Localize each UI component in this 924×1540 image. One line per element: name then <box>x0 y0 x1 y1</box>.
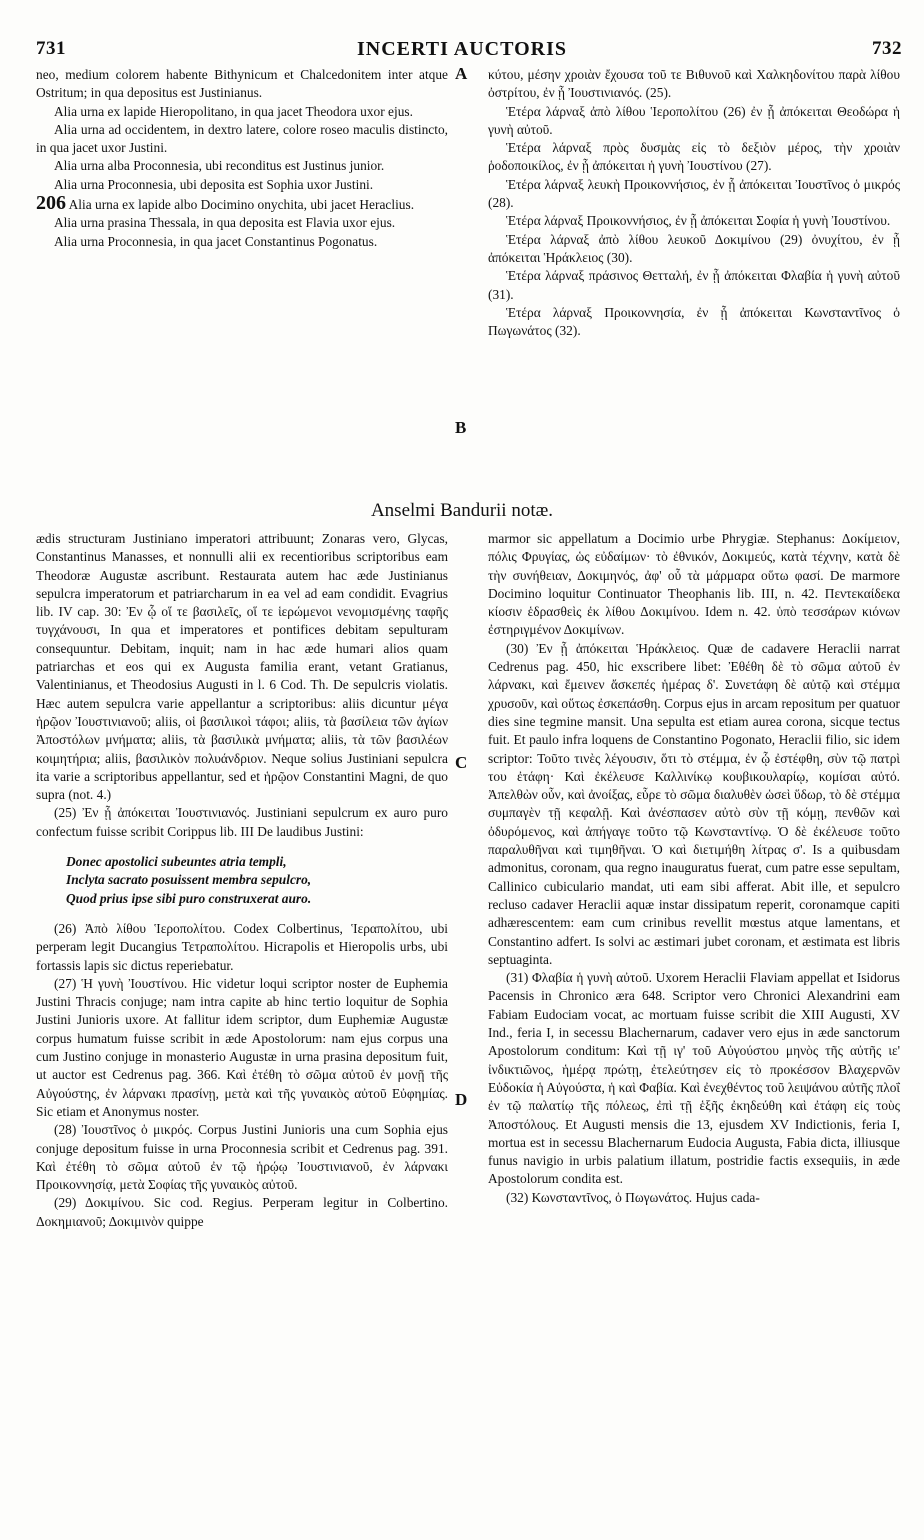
note-paragraph: (31) Φλαβία ἡ γυνὴ αὐτοῦ. Uxorem Heraclii Flaviam appellat et Isidorus Pacensis in Chronico æra 648. Scriptor vero Chronici Alexandrini eam Fabiam Eudociam vocat, ac mortuam fuisse scribit die XIII Augusti, XV Ind., feria I, in secessu Blachernarum, cadaver vero ejus in æde sanctorum Apostolorum conditum: Καὶ τῇ ιγ' τοῦ Αὐγούστου μηνὸς τῆς αὐτῆς ιε' ἰνδικτιῶνος, ἡμέρᾳ πρώτῃ, ἐτελεύτησεν εἰς τὸ προκέσσον Βλαχερνῶν Εὐδοκία ἡ Αὐγούστα, ἡ καὶ Φαβία. Καὶ ἐνεχθέντος τοῦ λειψάνου αὐτῆς πλοΐ ἐν τῷ παλατίῳ τῆς πόλεως, ἐπὶ τῇ ἑξῆς ἐκηδεύθη καὶ ἐτάφη εἰς τοὺς Ἀποστόλους. Et Augusti mensis die 13, ejusdem XV Indictionis, feria I, mortua est in secessu Blachernarum Eudocia Augusta, Fabia dicta, illiusque funus navigio in urbis palatium illatum, postridie factis exsequiis, in æde Apostolorum condita est. <box>488 970 900 1187</box>
greek-paragraph: Ἑτέρα λάρναξ πρὸς δυσμὰς εἰς τὸ δεξιὸν μέρος, τὴν χροιὰν ῥοδοποικίλος, ἐν ᾗ ἀπόκειται ἡ γυνὴ Ἰουστίνου (27). <box>488 140 900 174</box>
greek-paragraph: Ἑτέρα λάρναξ λευκὴ Προικοννήσιος, ἐν ᾗ ἀπόκειται Ἰουστῖνος ὁ μικρός (28). <box>488 176 900 211</box>
latin-paragraph: neo, medium colorem habente Bithynicum et Chalcedonitem inter atque Ostritum; in qua depositus est Justinianus. <box>36 67 448 101</box>
verse-quotation <box>66 853 448 908</box>
note-paragraph: (29) Δοκιμίνου. Sic cod. Regius. Perperam legitur in Colbertino. Δοκημιανοῦ; Δοκιμινὸν quippe <box>36 1195 448 1229</box>
page-number-left: 731 <box>36 38 66 59</box>
verse-line: Quod prius ipse sibi puro construxerat auro. <box>66 890 312 906</box>
note-paragraph: ædis structuram Justiniano imperatori attribuunt; Zonaras vero, Glycas, Constantinus Manasses, et nonnulli alii ex recentioribus scriptoribus eam Theodoræ Augustæ ascribunt. Restaurata autem hac æde Justinianus sepulcra imperatorum et patriarcharum in ea vel ad eam condidit. Evagrius lib. IV cap. 30: Ἐν ᾧ οἵ τε βασιλεῖς, οἵ τε ἱερώμενοι νενομισμένης ταφῆς τυγχάνουσι, In qua et imperatores et pontifices debitam sepulturam consequuntur. Debitam, inquit; nam in hac æde humari alios quam patriarchas et eos qui ex Augusta familia erant, vetant Gratianus, Valentinianus, et Theodosius Augusti in l. 6 Cod. Th. De sepulcris violatis. Hæc autem sepulcra varie appellantur a scriptoribus: aliis dicuntur μέγα ἡρῷον Ἰουστινιανοῦ; aliis, οἱ βασιλικοὶ τάφοι; aliis, τὰ βασίλεια τῶν ἁγίων Ἀποστόλων μνήματα; aliis, τὰ βασιλικὰ μνήματα; aliis, τὰ τῶν βασιλέων κοιμητήρια; aliis, βασιλικὸν πολυάνδριον. Neque solius Justiniani sepulcra ita varie a scriptoribus appellantur, sed et ἡρῷον Constantini Magni, de quo supra (not. 4.) <box>36 531 448 803</box>
greek-paragraph: κύτου, μέσην χροιὰν ἔχουσα τοῦ τε Βιθυνοῦ καὶ Χαλκηδονίτου παρὰ λίθου ὀστρίτου, ἐν ᾗ Ἰουστινιανός. (25). <box>488 67 900 101</box>
latin-paragraph: Alia urna alba Proconnesia, ubi reconditus est Justinus junior. <box>54 158 385 174</box>
latin-paragraph: Alia urna prasina Thessala, in qua deposita est Flavia uxor ejus. <box>54 215 396 231</box>
margin-letter-d: D <box>455 1090 468 1109</box>
note-paragraph: (27) Ἡ γυνὴ Ἰουστίνου. Hic videtur loqui scriptor noster de Euphemia Justini Thracis conjuge; nam intra capite ab hinc tertio loquitur de Sophia Justini Junioris uxore. At fallitur idem scriptor, dum Euphemiæ Augustæ corpus humatum fuisse scribit in æde Apostolorum: nam ejus corpus una cum Justino conjuge in monasterio Augustæ in urna prasina depositum fuit, ut auctor est Cedrenus pag. 366. Καὶ ἐτέθη τὸ σῶμα αὐτοῦ ἐν μονῇ τῆς Αὐγούστης, ἐν λάρνακι πρασίνῃ, μετὰ καὶ τῆς γυναικὸς αὐτοῦ Εὐφημίας. Sic etiam et Anonymus noster. <box>36 975 448 1119</box>
notes-right-column <box>488 530 900 1207</box>
latin-paragraph-text: Alia urna ex lapide albo Docimino onychita, ubi jacet Heraclius. <box>68 197 415 213</box>
greek-paragraph: Ἑτέρα λάρναξ Προικοννήσιος, ἐν ᾗ ἀπόκειται Σοφία ἡ γυνὴ Ἰουστίνου. <box>506 213 891 229</box>
greek-paragraph: Ἑτέρα λάρναξ ἀπὸ λίθου Ἱεροπολίτου (26) ἐν ᾗ ἀπόκειται Θεοδώρα ἡ γυνὴ αὐτοῦ. <box>488 103 900 137</box>
latin-paragraph: Alia urna Proconnesia, ubi deposita est Sophia uxor Justini. <box>54 176 374 192</box>
note-paragraph: (26) Ἀπὸ λίθου Ἱεροπολίτου. Codex Colbertinus, Ἱεραπολίτου, ubi perperam legit Ducangius Τετραπολίτου. Hicrapolis et Hieropolis urbs, ubi fortassis lapis sic dictus reperiebatur. <box>36 920 448 973</box>
latin-paragraph: Alia urna ad occidentem, in dextro latere, colore roseo maculis distincto, in qua jacet uxor Justini. <box>36 121 448 156</box>
note-paragraph: marmor sic appellatum a Docimio urbe Phrygiæ. Stephanus: Δοκίμειον, πόλις Φρυγίας, ὡς εὐδαίμων· τὸ ἐθνικόν, Δοκιμεύς, κατὰ τέχνην, κατὰ δὲ τὴν συνήθειαν, Δοκιμηνός, ἀφ' οὗ τὰ μάρμαρα οὕτω φασί. De marmore Docimino loquitur Continuator Theophanis lib. III, n. 42. Πεντεκαίδεκα κίοσιν ἑδρασθεὶς ἐκ λίθου Δοκιμίνου. Idem n. 42. ὑπὸ τεσσάρων κιόνων ἐστηριγμένον Δοκιμίνων. <box>488 531 900 638</box>
note-paragraph: (30) Ἐν ᾗ ἀπόκειται Ἡράκλειος. Quæ de cadavere Heraclii narrat Cedrenus pag. 450, hic exscribere libet: Ἐθέθη δὲ τὸ σῶμα αὐτοῦ ἐν λάρνακι, καὶ ἔμεινεν ἄσκεπές ἡμέρας δ'. Συνετάφη δὲ αὐτῷ καὶ στέμμα χρυσοῦν, καὶ οὕτως ἐσκεπάσθη. Corpus ejus in arcam repositum per quatuor dies sine tegmine mansit. Una sepulta est etiam aurea corona, sicque tectus fuit. Et paulo infra loquens de Constantino Pogonato, Heraclii filio, sic idem scriptor: Τοῦτο τινὲς λέγουσιν, ὅτι τὸ στέμμα, ἐν ᾧ ἐστέφθη, σὺν τῷ πατρὶ του ἐτάφη· Καὶ ἐκέλευσε Καλλινίκῳ κουβικουλαρίῳ, κομίσαι αὐτό. Ἀπελθὼν οὖν, καὶ ἀνοίξας, εὗρε τὸ σῶμα διαλυθὲν ὡσεὶ ὕδωρ, τὸ δὲ στέμμα συμπαγὲν τῇ κεφαλῇ. Καὶ ἀνέσπασεν αὐτὸ σὺν τῇ κόμῃ, πενθῶν καὶ ὀδυρόμενος, καὶ ἀπήγαγε τοῦτο τῷ Κωνσταντίνῳ. Ὁ δὲ ἐκέλευσε τοῦτο παραλυθῆναι καὶ τιμηθῆναι. Ὁ καὶ διετιμήθη λίτρας σ'. Is a quibusdam admonitus, coronam, qua regno inauguratus fuerat, cum patre esse sepultam, Callinico cubiculario mandat, uti eam sibi afferat. Abit ille, et sepulcro recluso cadaver Heraclii aquæ instar dissipatum reperit, coronamque capiti adhærescentem: eam cum crinibus revellit mœstus atque lamentans, et Constantino adfert. Is solvi ac æstimari jubet coronam, et æstimata est libris septuaginta. <box>488 640 900 967</box>
section-title: Anselmi Bandurii notæ. <box>370 500 554 521</box>
greek-paragraph: Ἑτέρα λάρναξ πράσινος Θετταλή, ἐν ᾗ ἀπόκειται Φλαβία ἡ γυνὴ αὐτοῦ (31). <box>488 268 900 302</box>
note-paragraph: (32) Κωνσταντῖνος, ὁ Πωγωνάτος. Hujus cada- <box>506 1189 760 1205</box>
running-title: INCERTI AUCTORIS <box>357 38 567 60</box>
verse-line: Inclyta sacrato posuissent membra sepulcro, <box>66 872 312 888</box>
latin-paragraph <box>36 194 448 214</box>
greek-paragraph: Ἑτέρα λάρναξ Προικοννησία, ἐν ᾗ ἀπόκειται Κωνσταντῖνος ὁ Πωγωνάτος (32). <box>488 304 900 339</box>
marginal-number: 206 <box>36 192 66 215</box>
greek-paragraph: Ἑτέρα λάρναξ ἀπὸ λίθου λευκοῦ Δοκιμίνου (29) ὀνυχίτου, ἐν ᾗ ἀπόκειται Ἡράκλειος (30). <box>488 231 900 265</box>
margin-letter-c: C <box>455 753 468 772</box>
note-paragraph: (25) Ἐν ᾗ ἀπόκειται Ἰουστινιανός. Justiniani sepulcrum ex auro puro confectum fuisse scribit Corippus lib. III De laudibus Justini: <box>36 805 448 839</box>
margin-letter-a: A <box>455 64 468 83</box>
page-number-right: 732 <box>872 38 902 59</box>
notes-left-column <box>36 530 448 1231</box>
note-paragraph: (28) Ἰουστῖνος ὁ μικρός. Corpus Justini Junioris una cum Sophia ejus conjuge depositum fuisse in urna Proconnesia scribit et Cedrenus pag. 391. Καὶ ἐτέθη τὸ σῶμα αὐτοῦ ἐν τῷ ἡρῴῳ Ἰουστινιανοῦ, ἐν λάρνακι Προικοννησίᾳ, μετὰ Σοφίας τῆς γυναικὸς αὐτοῦ. <box>36 1122 448 1193</box>
greek-text-column <box>488 66 900 340</box>
latin-paragraph: Alia urna Proconnesia, in qua jacet Constantinus Pogonatus. <box>54 233 378 249</box>
latin-text-column <box>36 66 448 251</box>
latin-paragraph: Alia urna ex lapide Hieropolitano, in qua jacet Theodora uxor ejus. <box>54 103 413 119</box>
verse-line: Donec apostolici subeuntes atria templi, <box>66 854 287 870</box>
margin-letter-b: B <box>455 418 467 437</box>
